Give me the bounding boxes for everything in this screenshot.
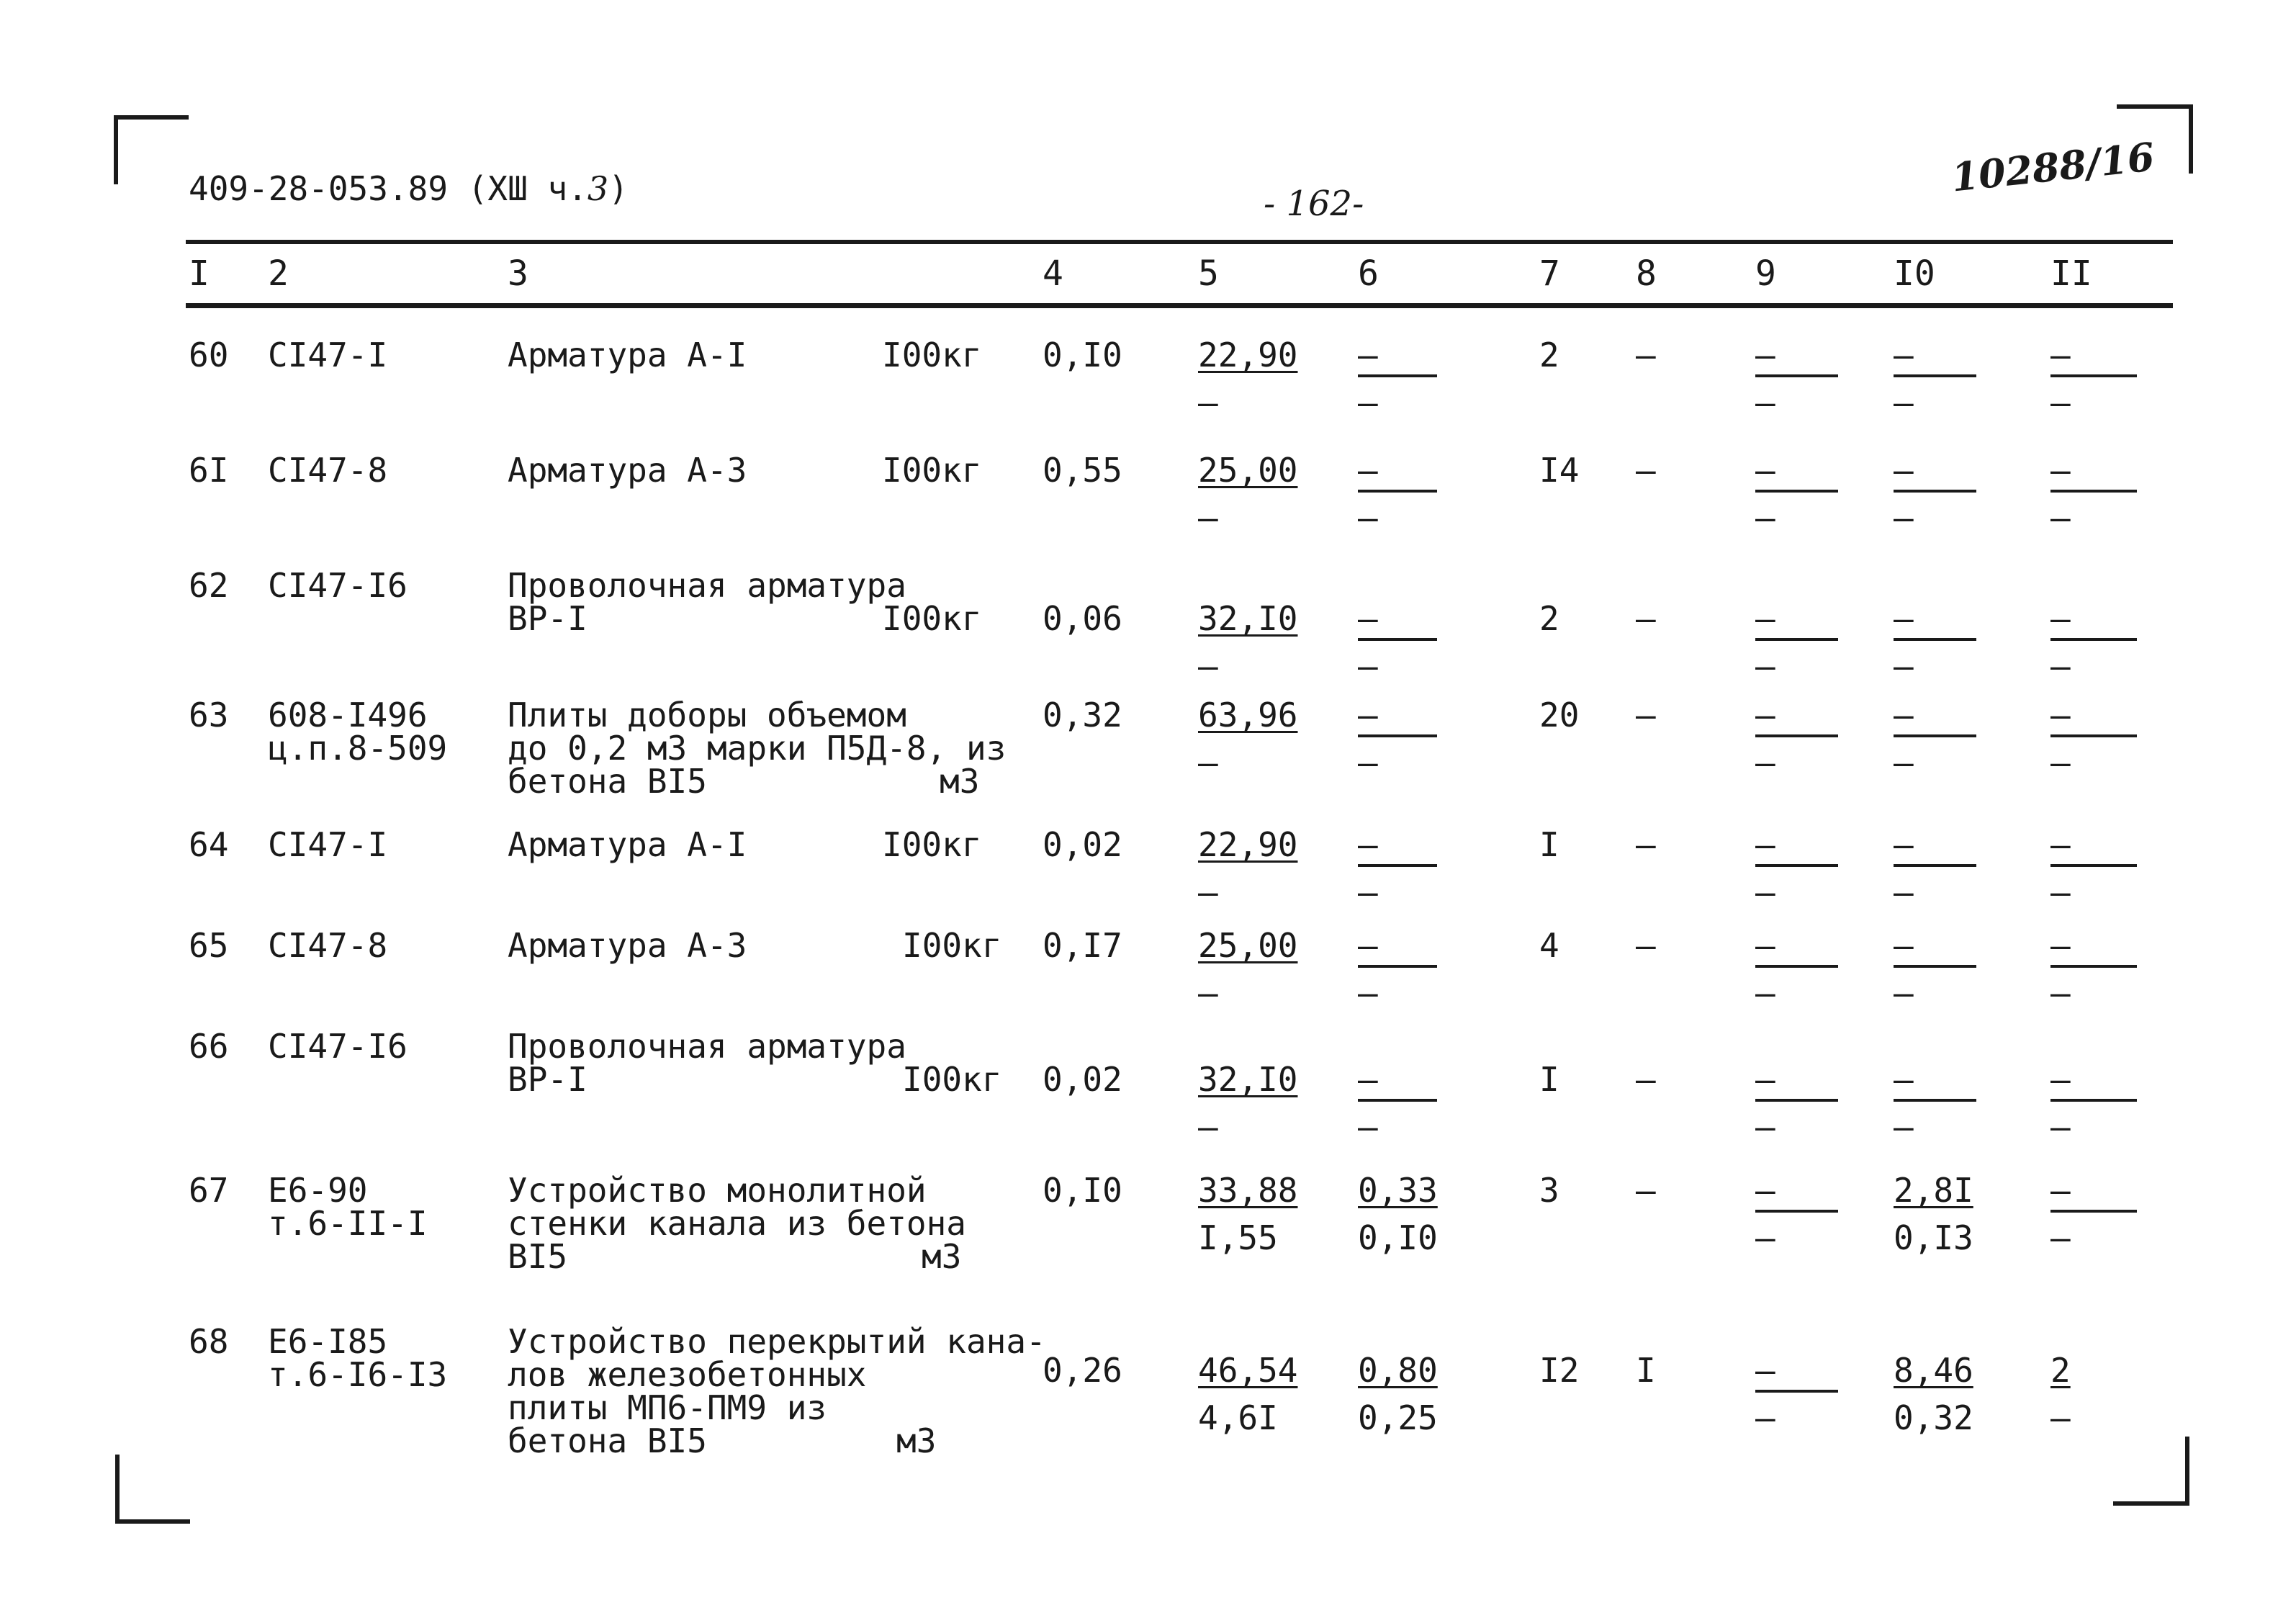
row-63-col9-top: –	[1755, 696, 1775, 734]
row-60-unit: I00кг	[882, 336, 982, 374]
row-64-quantity: 0,02	[1043, 825, 1122, 864]
row-6I-code: CI47-8	[268, 451, 388, 490]
row-66-code: CI47-I6	[268, 1027, 408, 1066]
row-62-code: CI47-I6	[268, 566, 408, 605]
corner-mark-top-left	[114, 115, 189, 184]
document-code	[189, 169, 629, 208]
row-68-col5-bottom: 4,6I	[1198, 1398, 1278, 1437]
row-68-col6-top: 0,80	[1358, 1351, 1438, 1390]
document-code-close: )	[608, 169, 629, 208]
row-6I-col10-top-underline	[1894, 490, 1976, 493]
row-62-quantity: 0,06	[1043, 599, 1122, 638]
row-62-col7: 2	[1539, 599, 1559, 638]
row-62-col5-top: 32,I0	[1198, 599, 1298, 638]
row-63-unit: м3	[940, 762, 980, 801]
row-65-unit: I00кг	[902, 926, 1002, 965]
row-62-col6-bottom: –	[1358, 647, 1378, 686]
row-60-col6-bottom: –	[1358, 383, 1378, 422]
row-62-col10-top-underline	[1894, 638, 1976, 641]
row-60-col8: –	[1636, 336, 1656, 374]
row-68-code: E6-I85 т.6-I6-I3	[268, 1322, 448, 1394]
row-67-col11-top-underline	[2050, 1210, 2137, 1213]
row-68-col9-top: –	[1755, 1351, 1775, 1390]
row-65-col11-top: –	[2050, 926, 2071, 965]
row-66-col11-bottom: –	[2050, 1107, 2071, 1146]
page-number: - 162-	[1264, 184, 1364, 224]
row-60-col9-bottom: –	[1755, 383, 1775, 422]
row-6I-col11-top: –	[2050, 451, 2071, 490]
row-64-col11-bottom: –	[2050, 873, 2071, 912]
row-68-col9-bottom: –	[1755, 1398, 1775, 1437]
row-68-col8: I	[1636, 1351, 1656, 1390]
row-63-name: Плиты доборы объемом до 0,2 м3 марки П5Д-8, из бетона BI5	[508, 696, 1007, 801]
row-67-unit: м3	[922, 1237, 962, 1276]
row-62-col10-top: –	[1894, 599, 1914, 638]
row-66-quantity: 0,02	[1043, 1060, 1122, 1099]
row-63-code: 608-I496 ц.п.8-509	[268, 696, 448, 768]
row-60-col11-top-underline	[2050, 374, 2137, 377]
row-63-number: 63	[189, 696, 229, 734]
row-66-col6-bottom: –	[1358, 1107, 1378, 1146]
row-64-name: Арматура А-I	[508, 825, 747, 864]
row-6I-col6-top: –	[1358, 451, 1378, 490]
row-64-code: CI47-I	[268, 825, 388, 864]
row-6I-name: Арматура А-3	[508, 451, 747, 490]
row-62-col11-top: –	[2050, 599, 2071, 638]
row-60-col5-bottom: –	[1198, 383, 1218, 422]
row-65-col10-top: –	[1894, 926, 1914, 965]
row-68-quantity: 0,26	[1043, 1351, 1122, 1390]
row-62-col9-top: –	[1755, 599, 1775, 638]
column-header-3: 3	[508, 253, 528, 294]
row-62-number: 62	[189, 566, 229, 605]
row-6I-number: 6I	[189, 451, 229, 490]
row-64-col7: I	[1539, 825, 1559, 864]
row-63-col6-bottom: –	[1358, 743, 1378, 782]
column-header-7: 7	[1539, 253, 1560, 294]
row-64-col8: –	[1636, 825, 1656, 864]
row-66-col8: –	[1636, 1060, 1656, 1099]
row-63-col11-top: –	[2050, 696, 2071, 734]
table-header-rule	[186, 303, 2173, 308]
row-66-col5-top: 32,I0	[1198, 1060, 1298, 1099]
row-66-col5-bottom: –	[1198, 1107, 1218, 1146]
row-64-col9-top-underline	[1755, 864, 1838, 867]
row-68-name: Устройство перекрытий кана- лов железобетонных плиты МП6-ПМ9 из бетона BI5	[508, 1322, 1046, 1460]
row-6I-col9-top: –	[1755, 451, 1775, 490]
row-63-col9-top-underline	[1755, 734, 1838, 737]
row-6I-col9-bottom: –	[1755, 498, 1775, 537]
row-62-col9-bottom: –	[1755, 647, 1775, 686]
row-65-col8: –	[1636, 926, 1656, 965]
row-63-col5-top: 63,96	[1198, 696, 1298, 734]
row-60-col10-top: –	[1894, 336, 1914, 374]
row-66-col6-top-underline	[1358, 1099, 1437, 1102]
row-62-col9-top-underline	[1755, 638, 1838, 641]
row-66-col11-top-underline	[2050, 1099, 2137, 1102]
row-64-col5-bottom: –	[1198, 873, 1218, 912]
row-6I-col7: I4	[1539, 451, 1580, 490]
row-6I-quantity: 0,55	[1043, 451, 1122, 490]
row-62-col6-top-underline	[1358, 638, 1437, 641]
row-67-col9-top-underline	[1755, 1210, 1838, 1213]
column-header-1: I	[189, 253, 210, 294]
row-68-unit: м3	[896, 1421, 937, 1460]
row-64-col6-bottom: –	[1358, 873, 1378, 912]
row-6I-col8: –	[1636, 451, 1656, 490]
corner-mark-bottom-right	[2113, 1437, 2189, 1506]
row-68-col6-bottom: 0,25	[1358, 1398, 1438, 1437]
row-62-col5-bottom: –	[1198, 647, 1218, 686]
row-6I-col5-top: 25,00	[1198, 451, 1298, 490]
column-header-9: 9	[1755, 253, 1776, 294]
row-65-col6-bottom: –	[1358, 974, 1378, 1012]
row-6I-col10-top: –	[1894, 451, 1914, 490]
row-60-col10-top-underline	[1894, 374, 1976, 377]
row-63-col10-bottom: –	[1894, 743, 1914, 782]
row-63-col11-top-underline	[2050, 734, 2137, 737]
row-63-col7: 20	[1539, 696, 1580, 734]
row-67-col11-top: –	[2050, 1171, 2071, 1210]
table-top-rule	[186, 240, 2173, 244]
row-67-col9-top: –	[1755, 1171, 1775, 1210]
row-67-col5-top: 33,88	[1198, 1171, 1298, 1210]
row-67-number: 67	[189, 1171, 229, 1210]
row-60-col10-bottom: –	[1894, 383, 1914, 422]
row-64-col9-bottom: –	[1755, 873, 1775, 912]
row-64-col6-top: –	[1358, 825, 1378, 864]
row-66-unit: I00кг	[902, 1060, 1002, 1099]
row-67-col6-bottom: 0,I0	[1358, 1218, 1438, 1257]
column-header-6: 6	[1358, 253, 1379, 294]
row-65-col6-top-underline	[1358, 965, 1437, 968]
row-66-col10-top: –	[1894, 1060, 1914, 1099]
row-65-col11-top-underline	[2050, 965, 2137, 968]
row-66-col10-bottom: –	[1894, 1107, 1914, 1146]
row-65-name: Арматура А-3	[508, 926, 747, 965]
row-60-code: CI47-I	[268, 336, 388, 374]
row-6I-col11-top-underline	[2050, 490, 2137, 493]
column-header-2: 2	[268, 253, 289, 294]
archive-number: 10288/16	[1949, 133, 2157, 201]
row-60-col9-top: –	[1755, 336, 1775, 374]
row-63-col10-top-underline	[1894, 734, 1976, 737]
row-63-col6-top-underline	[1358, 734, 1437, 737]
row-68-col11-top: 2	[2050, 1351, 2071, 1390]
row-60-quantity: 0,I0	[1043, 336, 1122, 374]
row-65-col6-top: –	[1358, 926, 1378, 965]
row-68-col11-bottom: –	[2050, 1398, 2071, 1437]
row-66-number: 66	[189, 1027, 229, 1066]
row-67-quantity: 0,I0	[1043, 1171, 1122, 1210]
column-header-10: I0	[1894, 253, 1935, 294]
row-60-col9-top-underline	[1755, 374, 1838, 377]
row-67-col5-bottom: I,55	[1198, 1218, 1278, 1257]
row-63-col11-bottom: –	[2050, 743, 2071, 782]
column-header-4: 4	[1043, 253, 1063, 294]
row-6I-col5-bottom: –	[1198, 498, 1218, 537]
row-65-col5-bottom: –	[1198, 974, 1218, 1012]
row-66-col11-top: –	[2050, 1060, 2071, 1099]
corner-mark-bottom-left	[115, 1455, 190, 1524]
row-66-col6-top: –	[1358, 1060, 1378, 1099]
row-64-col11-top: –	[2050, 825, 2071, 864]
document-part: 3	[587, 169, 609, 208]
row-65-col10-top-underline	[1894, 965, 1976, 968]
row-60-number: 60	[189, 336, 229, 374]
row-6I-col10-bottom: –	[1894, 498, 1914, 537]
row-67-code: E6-90 т.6-II-I	[268, 1171, 428, 1243]
row-65-col5-top: 25,00	[1198, 926, 1298, 965]
row-60-name: Арматура А-I	[508, 336, 747, 374]
row-65-code: CI47-8	[268, 926, 388, 965]
row-60-col7: 2	[1539, 336, 1559, 374]
row-64-col11-top-underline	[2050, 864, 2137, 867]
row-65-number: 65	[189, 926, 229, 965]
column-header-5: 5	[1198, 253, 1219, 294]
row-66-col7: I	[1539, 1060, 1559, 1099]
row-67-col10-top: 2,8I	[1894, 1171, 1973, 1210]
row-6I-col9-top-underline	[1755, 490, 1838, 493]
row-6I-col6-top-underline	[1358, 490, 1437, 493]
row-64-col10-top-underline	[1894, 864, 1976, 867]
document-code-text: 409-28-053.89 (ХШ ч.	[189, 169, 587, 208]
row-67-col6-top: 0,33	[1358, 1171, 1438, 1210]
row-64-col10-bottom: –	[1894, 873, 1914, 912]
row-67-col8: –	[1636, 1171, 1656, 1210]
row-62-name: Проволочная арматура ВР-I	[508, 566, 906, 638]
row-64-col10-top: –	[1894, 825, 1914, 864]
row-63-col6-top: –	[1358, 696, 1378, 734]
row-65-col7: 4	[1539, 926, 1559, 965]
row-63-col5-bottom: –	[1198, 743, 1218, 782]
row-64-number: 64	[189, 825, 229, 864]
row-65-col9-bottom: –	[1755, 974, 1775, 1012]
row-66-col10-top-underline	[1894, 1099, 1976, 1102]
row-66-col9-top-underline	[1755, 1099, 1838, 1102]
row-63-col10-top: –	[1894, 696, 1914, 734]
row-66-col9-bottom: –	[1755, 1107, 1775, 1146]
row-67-col11-bottom: –	[2050, 1218, 2071, 1257]
row-60-col6-top-underline	[1358, 374, 1437, 377]
row-68-col10-top: 8,46	[1894, 1351, 1973, 1390]
row-65-col10-bottom: –	[1894, 974, 1914, 1012]
row-64-col6-top-underline	[1358, 864, 1437, 867]
row-63-col9-bottom: –	[1755, 743, 1775, 782]
row-65-col9-top-underline	[1755, 965, 1838, 968]
row-62-col10-bottom: –	[1894, 647, 1914, 686]
row-68-number: 68	[189, 1322, 229, 1361]
row-68-col10-bottom: 0,32	[1894, 1398, 1973, 1437]
row-68-col5-top: 46,54	[1198, 1351, 1298, 1390]
row-6I-col11-bottom: –	[2050, 498, 2071, 537]
row-62-col8: –	[1636, 599, 1656, 638]
row-65-col11-bottom: –	[2050, 974, 2071, 1012]
row-6I-unit: I00кг	[882, 451, 982, 490]
column-header-8: 8	[1636, 253, 1657, 294]
row-68-col7: I2	[1539, 1351, 1580, 1390]
row-62-unit: I00кг	[882, 599, 982, 638]
row-65-quantity: 0,I7	[1043, 926, 1122, 965]
row-65-col9-top: –	[1755, 926, 1775, 965]
row-62-col6-top: –	[1358, 599, 1378, 638]
row-64-col5-top: 22,90	[1198, 825, 1298, 864]
row-60-col11-bottom: –	[2050, 383, 2071, 422]
row-64-unit: I00кг	[882, 825, 982, 864]
row-60-col6-top: –	[1358, 336, 1378, 374]
row-67-col9-bottom: –	[1755, 1218, 1775, 1257]
row-60-col5-top: 22,90	[1198, 336, 1298, 374]
row-66-name: Проволочная арматура ВР-I	[508, 1027, 906, 1099]
row-67-name: Устройство монолитной стенки канала из бетона BI5	[508, 1171, 966, 1276]
row-60-col11-top: –	[2050, 336, 2071, 374]
row-63-col8: –	[1636, 696, 1656, 734]
row-62-col11-bottom: –	[2050, 647, 2071, 686]
row-62-col11-top-underline	[2050, 638, 2137, 641]
row-66-col9-top: –	[1755, 1060, 1775, 1099]
column-header-11: II	[2050, 253, 2092, 294]
row-64-col9-top: –	[1755, 825, 1775, 864]
row-6I-col6-bottom: –	[1358, 498, 1378, 537]
row-63-quantity: 0,32	[1043, 696, 1122, 734]
row-67-col7: 3	[1539, 1171, 1559, 1210]
row-68-col9-top-underline	[1755, 1390, 1838, 1393]
row-67-col10-bottom: 0,I3	[1894, 1218, 1973, 1257]
